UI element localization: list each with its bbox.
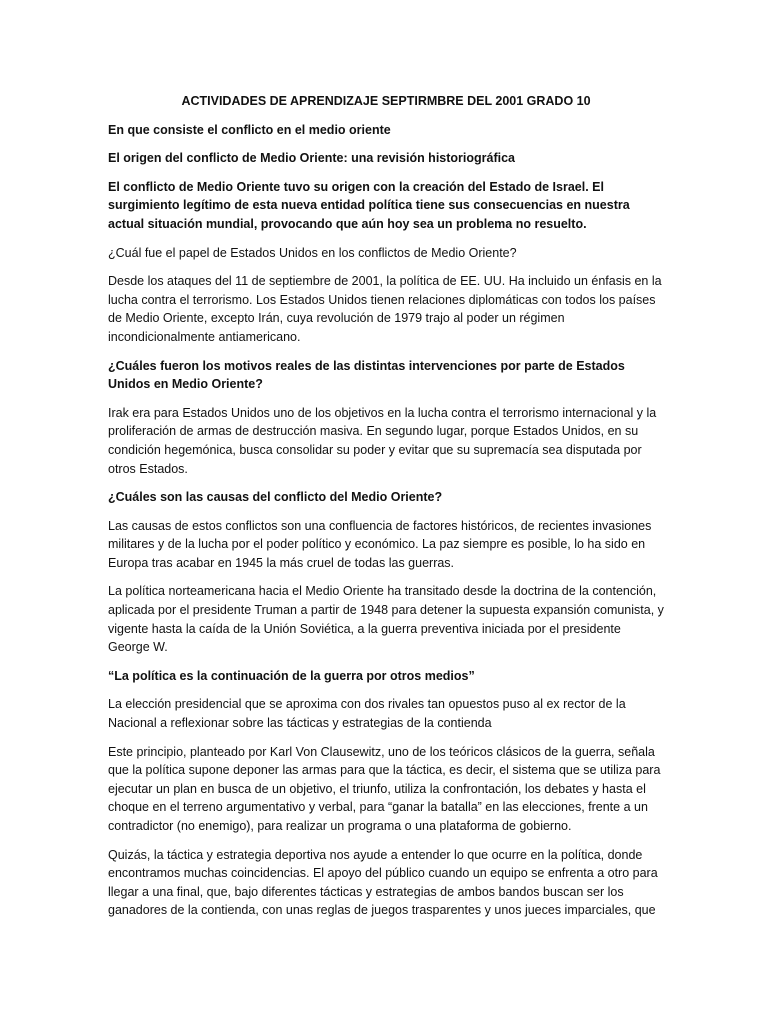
section-heading: El origen del conflicto de Medio Oriente: una revisión historiográfica [108, 151, 516, 166]
bold-paragraph: El conflicto de Medio Oriente tuvo su origen con la creación del Estado de Israel. El surgimiento legítimo de esta nueva entidad política tiene sus consecuencias en nuestra actual situación mundial, provocando que aún hoy sea un problema no resuelto. [108, 179, 630, 231]
body-paragraph: Quizás, la táctica y estrategia deportiva nos ayude a entender lo que ocurre en la política, donde encontramos muchas coincidencias. El apoyo del público cuando un equipo se enfrenta a otro para llegar a una final, que, bajo diferentes tácticas y estrategias de ambos bandos buscan ser los ganadores de la contienda, con unas reglas de juegos trasparentes y unos jueces imparciales, que [108, 847, 658, 918]
body-paragraph: Irak era para Estados Unidos uno de los objetivos en la lucha contra el terrorismo internacional y la proliferación de armas de destrucción masiva. En segundo lugar, porque Estados Unidos, en su condición hegemónica, busca consolidar su poder y evitar que su supremacía sea disputada por otros Estados. [108, 405, 657, 476]
document-body [108, 92, 664, 930]
body-paragraph: Las causas de estos conflictos son una confluencia de factores históricos, de recientes invasiones militares y de la lucha por el poder político y económico. La paz siempre es posible, lo ha sido en Europa tras acabar en 1945 la más cruel de todas las guerras. [108, 518, 652, 570]
document-title: ACTIVIDADES DE APRENDIZAJE SEPTIRMBRE DEL 2001 GRADO 10 [181, 94, 591, 108]
quote-heading: “La política es la continuación de la guerra por otros medios” [108, 668, 475, 683]
body-paragraph: La política norteamericana hacia el Medio Oriente ha transitado desde la doctrina de la contención, aplicada por el presidente Truman a partir de 1948 para detener la supuesta expansión comunista, y vigente hasta la caída de la Unión Soviética, a la guerra preventiva iniciada por el presidente George W. [108, 584, 664, 655]
section-heading: ¿Cuáles son las causas del conflicto del Medio Oriente? [108, 490, 443, 505]
section-heading: ¿Cuáles fueron los motivos reales de las distintas intervenciones por parte de Estados Unidos en Medio Oriente? [108, 358, 625, 392]
section-heading: En que consiste el conflicto en el medio oriente [108, 122, 391, 137]
body-paragraph: La elección presidencial que se aproxima con dos rivales tan opuestos puso al ex rector de la Nacional a reflexionar sobre las tácticas y estrategias de la contienda [108, 697, 626, 731]
question-paragraph: ¿Cuál fue el papel de Estados Unidos en los conflictos de Medio Oriente? [108, 245, 517, 260]
body-paragraph: Desde los ataques del 11 de septiembre de 2001, la política de EE. UU. Ha incluido un énfasis en la lucha contra el terrorismo. Los Estados Unidos tienen relaciones diplomáticas con todos los países de Medio Oriente, excepto Irán, cuya revolución de 1979 trajo al poder un régimen incondicionalmente antiamericano. [108, 274, 662, 344]
body-paragraph: Este principio, planteado por Karl Von Clausewitz, uno de los teóricos clásicos de la guerra, señala que la política supone deponer las armas para que la táctica, es decir, el sistema que se utiliza para ejecutar un plan en busca de un objetivo, el triunfo, utiliza la confrontación, los debates y hasta el choque en el terreno argumentativo y verbal, para “ganar la batalla” en las elecciones, frente a un contradictor (no enemigo), para realizar un programa o una plataforma de gobierno. [108, 744, 661, 833]
